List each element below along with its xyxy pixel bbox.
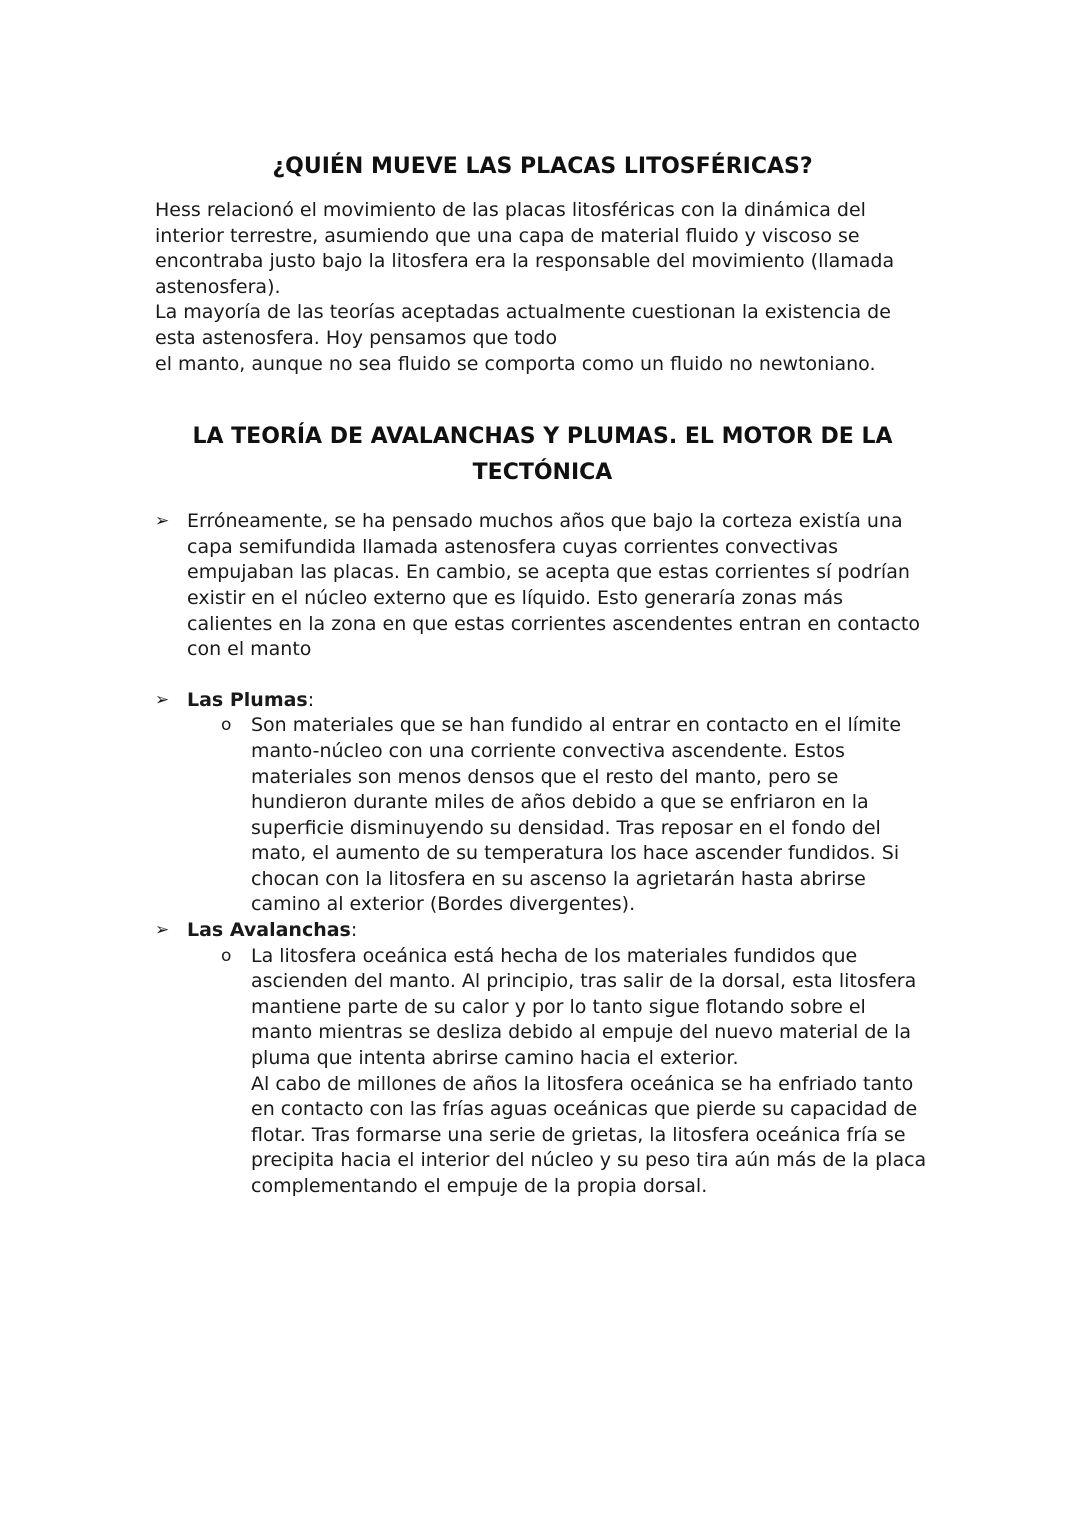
bullet-item-avalanchas [155,918,930,944]
title-heading: ¿QUIÉN MUEVE LAS PLACAS LITOSFÉRICAS? [272,154,813,179]
circle-bullet-icon: o [221,715,232,736]
avalanchas-text-1: La litosfera oceánica está hecha de los materiales fundidos que ascienden del manto. Al principio, tras salir de la dorsal, esta litosfera mantiene parte de su calor y por lo tanto sigue flotando sobre el manto mientras se desliza debido al empuje del nuevo material de la pluma que intenta abrirse camino hacia el exterior. [251,944,917,1070]
plumas-colon: : [307,688,315,711]
avalanchas-text-2: Al cabo de millones de años la litosfera oceánica se ha enfriado tanto en contacto con las frías aguas oceánicas que pierde su capacidad de flotar. Tras formarse una serie de grietas, la litosfera oceánica fría se precipita hacia el interior del núcleo y su peso tira aún más de la placa complementando el empuje de la propia dorsal. [251,1072,927,1197]
plumas-label: Las Plumas [187,688,308,711]
intro-paragraph-2b: el manto, aunque no sea fluido se comporta como un fluido no newtoniano. [155,352,876,375]
section-heading: LA TEORÍA DE AVALANCHAS Y PLUMAS. EL MOTOR DE LA TECTÓNICA [192,424,893,486]
sub-item-plumas [155,713,930,918]
avalanchas-colon: : [350,919,358,942]
intro-paragraph-1: Hess relacionó el movimiento de las placas litosféricas con la dinámica del interior terrestre, asumiendo que una capa de material fluido y viscoso se encontraba justo bajo la litosfera era la responsable del movimiento (llamada astenosfera). [155,199,895,298]
arrow-bullet-icon: ➢ [155,511,170,532]
arrow-bullet-icon: ➢ [155,920,170,941]
plumas-text: Son materiales que se han fundido al entrar en contacto en el límite manto-núcleo con una corriente convectiva ascendente. Estos materiales son menos densos que el resto del manto, pero se hundieron durante miles de años debido a que se enfriaron en la superficie disminuyendo su densidad. Tras reposar en el fondo del mato, el aumento de su temperatura los hace ascender fundidos. Si chocan con la litosfera en su ascenso la agrietarán hasta abrirse camino al exterior (Bordes divergentes). [251,714,902,916]
bullet-item-plumas [155,688,930,714]
circle-bullet-icon: o [221,945,232,966]
document-page [155,150,930,1200]
intro-paragraph-2a: La mayoría de las teorías aceptadas actualmente cuestionan la existencia de esta astenosfera. Hoy pensamos que todo [155,301,891,349]
sub-item-avalanchas [155,944,930,1200]
bullet-text: Erróneamente, se ha pensado muchos años que bajo la corteza existía una capa semifundida llamada astenosfera cuyas corrientes convectivas empujaban las placas. En cambio, se acepta que estas corrientes sí podrían existir en el núcleo externo que es líquido. Esto generaría zonas más calientes en la zona en que estas corrientes ascendentes entran en contacto con el manto [187,510,920,661]
arrow-bullet-icon: ➢ [155,689,170,710]
avalanchas-label: Las Avalanchas [187,919,351,942]
bullet-item-corrientes [155,509,930,663]
